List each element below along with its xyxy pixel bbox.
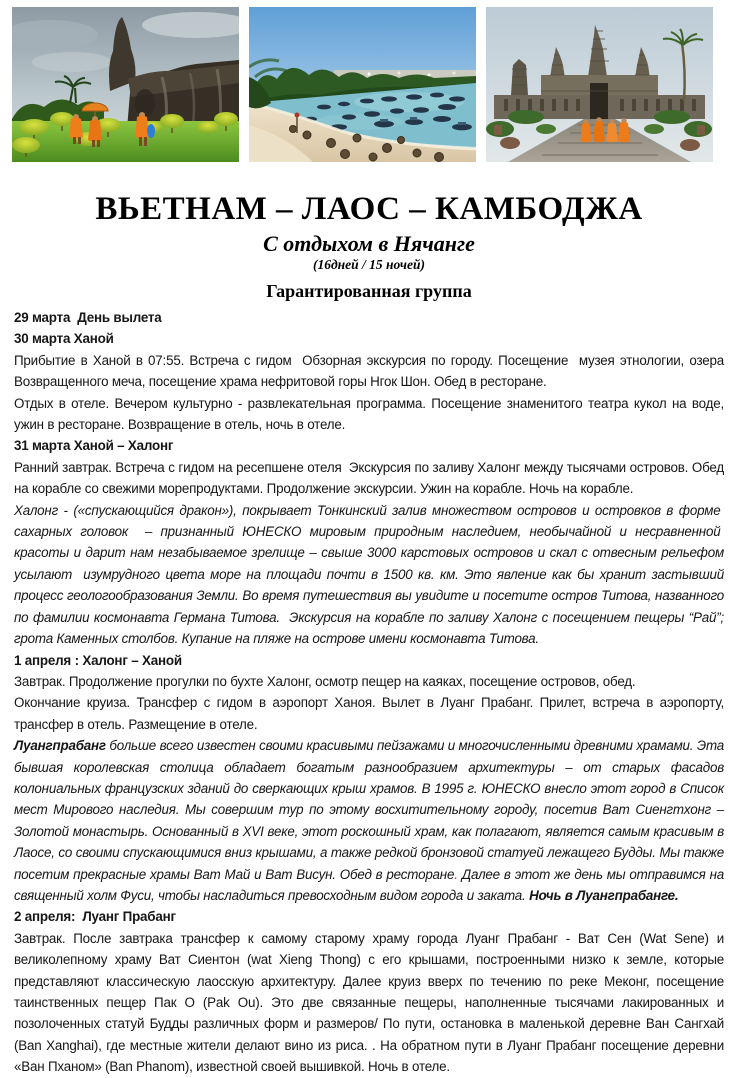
page-title: ВЬЕТНАМ – ЛАОС – КАМБОДЖА <box>95 191 643 227</box>
fishing-bay-illustration <box>249 7 476 162</box>
text-run: Ранний завтрак. Встреча с гидом на ресепшене отеля Экскурсия по заливу Халонг между тысячами островов. Обед на корабле со свежими морепродуктами. Продолжение экскурсии. Ужин на корабле. Ночь на корабле. <box>14 459 724 497</box>
itinerary-paragraph <box>14 692 724 735</box>
angkor-wat-illustration <box>486 7 713 162</box>
itinerary-paragraph <box>14 457 724 500</box>
photo-row <box>0 0 738 162</box>
duration-line: (16дней / 15 ночей) <box>312 257 426 272</box>
page-subtitle: С отдыхом в Нячанге <box>263 231 475 256</box>
text-run: Далее в этот же день мы отправимся на священный холм Фуси, чтобы насладиться превосходным видом города и заката. <box>14 866 724 903</box>
text-run: больше всего известен своими красивыми пейзажами и многочисленными древними храмами. Эта бывшая королевская столица обладает богатым разнообразием архитектуры – от старых фасадов колониальных французских зданий до сверкающих крыш храмов. В 1995 г. ЮНЕСКО внесло этот город в Список мест Мирового наследия. Мы совершим тур по этому восхитительному городу, посетив Ват Сиенгтхонг – Золотой монастырь. Основанный в XVI веке, этот роскошный храм, как полагают, является самым красивым в Лаосе, со своими спускающимися вниз крышами, а также редкой бронзовой статуей лежащего Будды. Мы также посетим прекрасные храмы Ват Май и Ват Висун. Обед в ресторане <box>14 738 724 882</box>
buddha-park-illustration <box>12 7 239 162</box>
text-run: 1 апреля : Халонг – Ханой <box>14 652 182 668</box>
itinerary-paragraph <box>14 350 724 393</box>
text-run: 30 марта Ханой <box>14 331 114 347</box>
text-run: Халонг - («спускающийся дракон»), покрывает Тонкинский залив множеством островов и островков в форме сахарных головок – признанный ЮНЕСКО мировым природным наследием, необычайной и несравненной красоты и дарит нам незабываемое зрелище – свыше 3000 карстовых островов и скал с отвесным рельефом усылают изумрудного цвета море на площади почти в 1500 кв. км. Это явление как бы хранит застывший процесс геологообразования Земли. Во время путешествия вы увидите и посетите остров Титова, названного по фамилии космонавта Германа Титова. Экскурсия на корабле по заливу Халонг с посещением пещеры “Рай”; грота Каменных столбов. Купание на пляже на острове имени космонавта Титова. <box>14 502 724 647</box>
itinerary-paragraph <box>14 735 724 906</box>
itinerary-paragraph <box>14 393 724 436</box>
text-run: Ночь в Луангпрабанге. <box>529 887 679 903</box>
itinerary-paragraph <box>14 435 724 456</box>
text-run: Отдых в отеле. Вечером культурно - развлекательная программа. Посещение знаменитого театра кукол на воде, ужин в ресторане. Возвращение в отель, ночь в отеле. <box>14 395 724 433</box>
fishing-bay-boats-photo <box>249 7 476 162</box>
text-run: Завтрак. Продолжение прогулки по бухте Халонг, осмотр пещер на каяках, посещение островов, обед. <box>14 673 636 689</box>
text-run: . <box>454 866 458 882</box>
text-run: Луангпрабанг <box>14 738 106 754</box>
itinerary-paragraph <box>14 650 724 671</box>
text-run: Завтрак. После завтрака трансфер к самому старому храму города Луанг Прабанг - Ват Сен (Wat Sene) и великолепному храму Ват Сиентон (wat Xieng Thong) с его крышами, построенными низко к земле, которые представляют классическую лаосскую архитектуру. Далее круиз вверх по течению по реке Меконг, посещение таинственных пещер Пак О (Pak Ou). Это две связанные пещеры, наполненные тысячами лакированных и позолоченных статуй Будды различных форм и размеров/ По пути, остановка в маленькой деревне Ван Сангхай (Ban Xanghai), где местные жители делают вино из риса. . На обратном пути в Луанг Прабанг посещение деревни «Ван Пханом» (Ban Phanom), известной своей вышивкой. Ночь в отеле. <box>14 930 724 1075</box>
itinerary-paragraph <box>14 307 724 328</box>
itinerary-paragraph <box>14 671 724 692</box>
itinerary-paragraph <box>14 928 724 1078</box>
text-run: Прибытие в Ханой в 07:55. Встреча с гидом Обзорная экскурсия по городу. Посещение музея этнологии, озера Возвращенного меча, посещение храма нефритовой горы Нгок Шон. Обед в ресторане. <box>14 352 724 390</box>
guaranteed-group-heading: Гарантированная группа <box>266 281 472 301</box>
angkor-wat-monks-photo <box>486 7 713 162</box>
text-run: 31 марта Ханой – Халонг <box>14 438 174 454</box>
buddha-park-monks-photo <box>12 7 239 162</box>
itinerary-paragraph <box>14 328 724 349</box>
text-run: Окончание круиза. Трансфер с гидом в аэропорт Ханоя. Вылет в Луанг Прабанг. Прилет, встреча в аэропорту, трансфер в отель. Размещение в отеле. <box>14 695 724 732</box>
text-run: 2 апреля: Луанг Прабанг <box>14 909 176 925</box>
text-run: 29 марта День вылета <box>14 310 162 325</box>
itinerary <box>0 307 738 1078</box>
itinerary-paragraph <box>14 500 724 650</box>
itinerary-paragraph <box>14 906 724 927</box>
